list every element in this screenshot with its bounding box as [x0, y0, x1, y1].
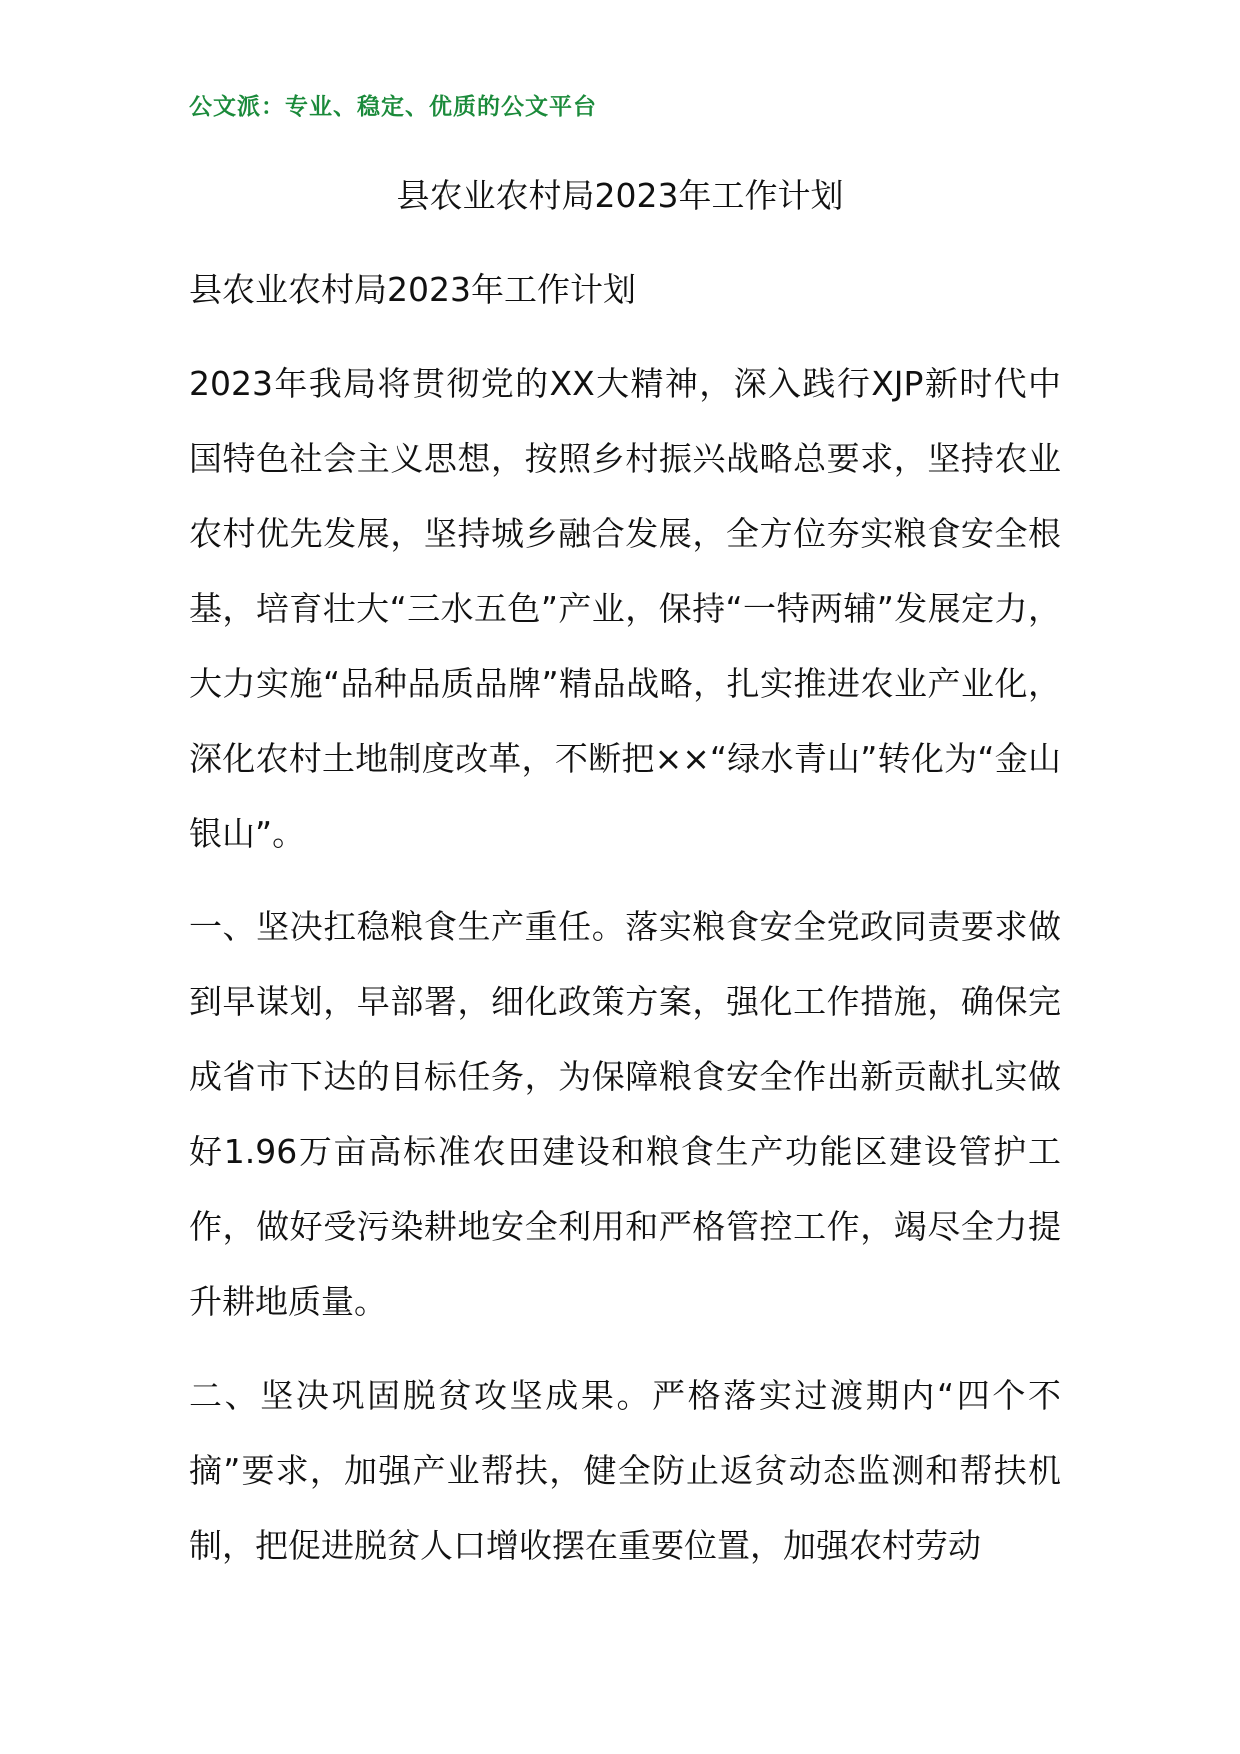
paragraph-section-two: 二、坚决巩固脱贫攻坚成果。严格落实过渡期内“四个不摘”要求，加强产业帮扶，健全防止返贫动态监测和帮扶机制，把促进脱贫人口增收摆在重要位置，加强农村劳动 — [189, 1376, 1061, 1565]
brand-header: 公文派：专业、稳定、优质的公文平台 — [189, 94, 597, 120]
paragraph-intro: 2023年我局将贯彻党的XX大精神，深入践行XJP新时代中国特色社会主义思想，按照乡村振兴战略总要求，坚持农业农村优先发展，坚持城乡融合发展，全方位夯实粮食安全根基，培育壮大“三水五色”产业，保持“一特两辅”发展定力，大力实施“品种品质品牌”精品战略，扎实推进农业产业化，深化农村土地制度改革，不断把××“绿水青山”转化为“金山银山”。 — [189, 364, 1061, 853]
document-subtitle: 县农业农村局2023年工作计划 — [189, 270, 636, 309]
document-title: 县农业农村局2023年工作计划 — [396, 176, 844, 215]
paragraph-section-one: 一、坚决扛稳粮食生产重任。落实粮食安全党政同责要求做到早谋划，早部署，细化政策方案，强化工作措施，确保完成省市下达的目标任务，为保障粮食安全作出新贡献扎实做好1.96万亩高标准农田建设和粮食生产功能区建设管护工作，做好受污染耕地安全利用和严格管控工作，竭尽全力提升耕地质量。 — [189, 907, 1061, 1321]
